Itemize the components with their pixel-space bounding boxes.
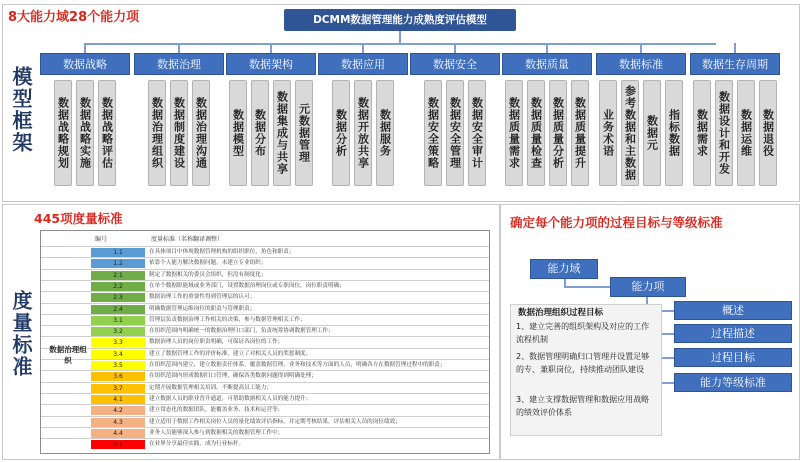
capability-label: 数据安全策略: [426, 97, 440, 169]
capability-label: 数据制度建设: [172, 97, 186, 169]
capability-item: [527, 80, 545, 186]
level-badge: 4.3: [91, 418, 145, 427]
capability-item: [273, 80, 291, 186]
capability-item: [354, 80, 372, 186]
table-row: [41, 291, 489, 302]
capability-label: 数据质量检查: [529, 97, 543, 169]
capability-item: [148, 80, 166, 186]
capability-label: 数据模型: [231, 109, 245, 157]
standard-text: 明确数据管理运维岗位的职责与管理职责；: [149, 305, 256, 312]
domain-box: 数据战略: [40, 53, 130, 75]
level-badge: 3.6: [91, 372, 145, 381]
standard-text: 业务人员能够深入参与到数据相关的数据管理工作中；: [149, 429, 284, 436]
standard-text: 定期开展数据管理相关培训，不断提高员工能力；: [149, 384, 273, 391]
domain-box: 数据安全: [410, 53, 500, 75]
level-badge: 5.1: [91, 440, 145, 449]
capability-item: [643, 80, 661, 186]
standard-text: 数据治理工作的重要性得到管理层的认可；: [149, 294, 256, 301]
standard-text: 在具体项目中体现数据管理机构的组织职位，角色和职责；: [149, 249, 295, 255]
group-label-governance-org: 数据治理组织: [49, 345, 87, 365]
standard-text: 在组织范围内形成数据归口管理，确保各类数据问题得到明确处理；: [149, 373, 317, 380]
capability-item: [549, 80, 567, 186]
capability-item: [251, 80, 269, 186]
table-row: [41, 303, 489, 314]
capability-label: 数据战略实施: [78, 97, 92, 169]
domain-box: 数据应用: [318, 53, 408, 75]
capability-label: 数据治理沟通: [194, 97, 208, 169]
capability-label: 数据质量提升: [573, 97, 587, 169]
level-badge: 3.7: [91, 384, 145, 393]
capability-label: 数据分布: [253, 109, 267, 157]
domain-box: 数据治理: [134, 53, 224, 75]
domain-box: 数据架构: [226, 53, 316, 75]
ability-item-box: 能力项: [610, 277, 686, 297]
branch-box: 概述: [674, 301, 792, 320]
capability-label: 数据集成与共享: [275, 91, 289, 175]
connector-domain: [454, 43, 456, 53]
capability-label: 业务术语: [601, 109, 615, 157]
ability-domain-box: 能力域: [530, 259, 598, 279]
table-row: [41, 359, 489, 370]
capability-item: [505, 80, 523, 186]
capability-item: [332, 80, 350, 186]
capability-item: [599, 80, 617, 186]
standard-text: 制定了数据相关的委员会组织，但没有制度化；: [149, 271, 267, 278]
capability-label: 数据战略规划: [56, 97, 70, 169]
table-row: [41, 280, 489, 291]
table-row: [41, 314, 489, 325]
capability-item: [571, 80, 589, 186]
level-badge: 3.3: [91, 338, 145, 347]
capability-item: [693, 80, 711, 186]
level-badge: 2.1: [91, 271, 145, 280]
capability-item: [665, 80, 683, 186]
table-row: [41, 246, 489, 257]
domain-box: 数据质量: [502, 53, 592, 75]
table-row: [41, 269, 489, 280]
capability-item: [715, 80, 733, 186]
standards-table: [40, 230, 490, 454]
capability-label: 数据安全管理: [448, 97, 462, 169]
panel-title-process-goals: 确定每个能力项的过程目标与等级标准: [510, 215, 723, 230]
panel-title-standards: 445项度量标准: [34, 211, 123, 226]
capability-label: 元数据管理: [297, 103, 311, 163]
connector-domain-item-h: [564, 286, 610, 288]
level-badge: 2.3: [91, 293, 145, 302]
process-goal-item: 1、建立完善的组织架构及对应的工作流程机制: [516, 322, 650, 344]
table-row: [41, 438, 489, 449]
level-badge: 4.2: [91, 406, 145, 415]
table-row: [41, 427, 489, 438]
capability-item: [54, 80, 72, 186]
table-row: [41, 348, 489, 359]
table-row: [41, 393, 489, 404]
capability-label: 数据质量需求: [507, 97, 521, 169]
capability-label: 数据分析: [334, 109, 348, 157]
capability-label: 数据服务: [378, 109, 392, 157]
table-row: [41, 336, 489, 347]
capability-label: 数据治理组织: [150, 97, 164, 169]
connector-domain: [84, 43, 86, 53]
connector-domain: [178, 43, 180, 53]
standard-text: 数据治理人员的岗位职责明确，可保证各岗位的工作；: [149, 339, 284, 346]
level-badge: 3.4: [91, 350, 145, 359]
connector-domain: [270, 43, 272, 53]
connector-domain: [640, 43, 642, 53]
connector-domain: [362, 43, 364, 53]
standard-text: 在单个数据职能域或业务部门，设置数据治理岗位或专职岗位，岗位职责明确；: [149, 282, 345, 289]
capability-item: [170, 80, 188, 186]
standard-text: 依靠个人能力解决数据问题，未建立专业组织；: [149, 260, 267, 267]
capability-item: [229, 80, 247, 186]
level-badge: 1.2: [91, 259, 145, 268]
level-badge: 4.4: [91, 429, 145, 438]
table-header-code: 编号: [95, 236, 108, 243]
branch-box: 过程描述: [674, 324, 792, 343]
capability-label: 数据开放共享: [356, 97, 370, 169]
domain-box: 数据标准: [596, 53, 686, 75]
capability-item: [295, 80, 313, 186]
connector-domain: [546, 43, 548, 53]
side-label-metric-standards: 度量标准: [9, 290, 33, 378]
table-row: [41, 416, 489, 427]
level-badge: 4.1: [91, 395, 145, 404]
level-badge: 2.4: [91, 305, 145, 314]
standard-text: 建立适用于数据工作相关岗位人员的量化绩效评估指标，并定期考核结果，评估相关人员的岗位绩效；: [149, 418, 401, 425]
process-goal-title: 数据治理组织过程目标: [518, 308, 604, 318]
capability-label: 数据运维: [739, 109, 753, 157]
table-row: [41, 370, 489, 381]
capability-item: [76, 80, 94, 186]
branch-box: 过程目标: [674, 348, 792, 367]
side-label-model-framework: 模型框架: [9, 66, 33, 154]
branch-box: 能力等级标准: [674, 373, 792, 392]
capability-label: 指标数据: [667, 109, 681, 157]
level-badge: 3.5: [91, 361, 145, 370]
standard-text: 建立了数据管理工作的评价标准，建立了对相关人员的奖惩制度；: [149, 350, 312, 357]
standard-text: 在组织范围内建立，建立数据责任体系，覆盖数据管理、业务和技术等方面的人员，明确各方在数据管理过程中的职责；: [149, 362, 446, 368]
table-row: [41, 257, 489, 268]
capability-label: 数据设计和开发: [717, 91, 731, 175]
capability-item: [446, 80, 464, 186]
level-badge: 3.2: [91, 327, 145, 336]
capability-label: 数据质量分析: [551, 97, 565, 169]
level-badge: 2.2: [91, 282, 145, 291]
standard-text: 建立数据人员的职业晋升通道，可帮助数据相关人员的能力提升；: [149, 395, 312, 402]
capability-label: 数据退役: [761, 109, 775, 157]
table-row: [41, 382, 489, 393]
capability-item: [192, 80, 210, 186]
standard-text: 建立常态化的数据团队，能覆盖业务、技术和运营等；: [149, 407, 284, 414]
table-row: [41, 325, 489, 336]
capability-label: 数据需求: [695, 109, 709, 157]
panel-title-capabilities: 8大能力域28个能力项: [8, 10, 140, 25]
capability-item: [759, 80, 777, 186]
capability-label: 数据元: [645, 115, 659, 151]
level-badge: 3.1: [91, 316, 145, 325]
capability-label: 参考数据和主数据: [623, 85, 637, 181]
connector-main: [399, 31, 401, 43]
capability-label: 数据战略评估: [100, 97, 114, 169]
capability-item: [468, 80, 486, 186]
process-goal-item: 2、数据管理明确归口管理并设置足够的专、兼职岗位，持续推动团队建设: [516, 352, 650, 374]
capability-item: [737, 80, 755, 186]
standard-text: 管理层负责数据治理工作相关的决策，参与数据管理相关工作；: [149, 316, 306, 323]
standard-text: 在组织范围内明确统一的数据治理归口部门，负责统筹协调数据管理工作；: [149, 328, 334, 335]
capability-item: [621, 80, 639, 186]
process-goal-item: 3、建立支撑数据管理和数据应用战略的绩效评价体系: [516, 395, 650, 417]
table-row: [41, 404, 489, 415]
capability-item: [98, 80, 116, 186]
standard-text: 在业界分享最佳实践，成为行业标杆。: [149, 441, 245, 448]
dcmm-model-title: DCMM数据管理能力成熟度评估模型: [284, 9, 516, 31]
capability-label: 数据安全审计: [470, 97, 484, 169]
capability-item: [424, 80, 442, 186]
level-badge: 1.1: [91, 248, 145, 257]
table-header-standard: 度量标准（名称翻译调整）: [151, 236, 224, 243]
domain-box: 数据生存周期: [690, 53, 780, 75]
connector-domain: [734, 43, 736, 53]
capability-item: [376, 80, 394, 186]
